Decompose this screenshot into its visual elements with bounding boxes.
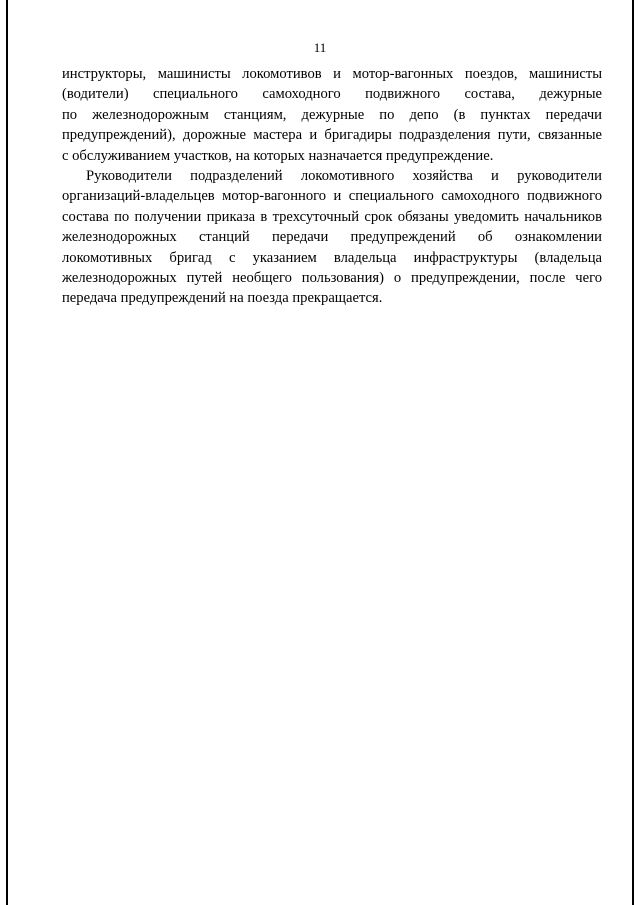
text-line: железнодорожных станций передачи предупреждений об ознакомлении — [62, 229, 602, 246]
paragraph-continuation — [62, 64, 602, 166]
text-line: по железнодорожным станциям, дежурные по депо (в пунктах передачи — [62, 106, 602, 123]
text-line: организаций-владельцев мотор-вагонного и специального самоходного подвижного — [62, 188, 602, 205]
text-line: передача предупреждений на поезда прекращается. — [62, 290, 383, 307]
paragraph-managers — [62, 166, 602, 309]
text-line: Руководители подразделений локомотивного хозяйства и руководители — [86, 167, 602, 184]
scan-border-left — [6, 0, 8, 905]
text-line: локомотивных бригад с указанием владельца инфраструктуры (владельца — [62, 249, 602, 266]
document-body — [62, 64, 602, 309]
scan-border-right — [632, 0, 634, 905]
page-number: 11 — [313, 40, 327, 55]
text-line: инструкторы, машинисты локомотивов и мотор-вагонных поездов, машинисты — [62, 66, 602, 82]
text-line: состава по получении приказа в трехсуточный срок обязаны уведомить начальников — [62, 208, 602, 225]
text-line: железнодорожных путей необщего пользования) о предупреждении, после чего — [62, 269, 602, 286]
text-line: (водители) специального самоходного подвижного состава, дежурные — [62, 86, 602, 103]
text-line: с обслуживанием участков, на которых назначается предупреждение. — [62, 147, 494, 164]
text-line: предупреждений), дорожные мастера и бригадиры подразделения пути, связанные — [62, 127, 602, 144]
